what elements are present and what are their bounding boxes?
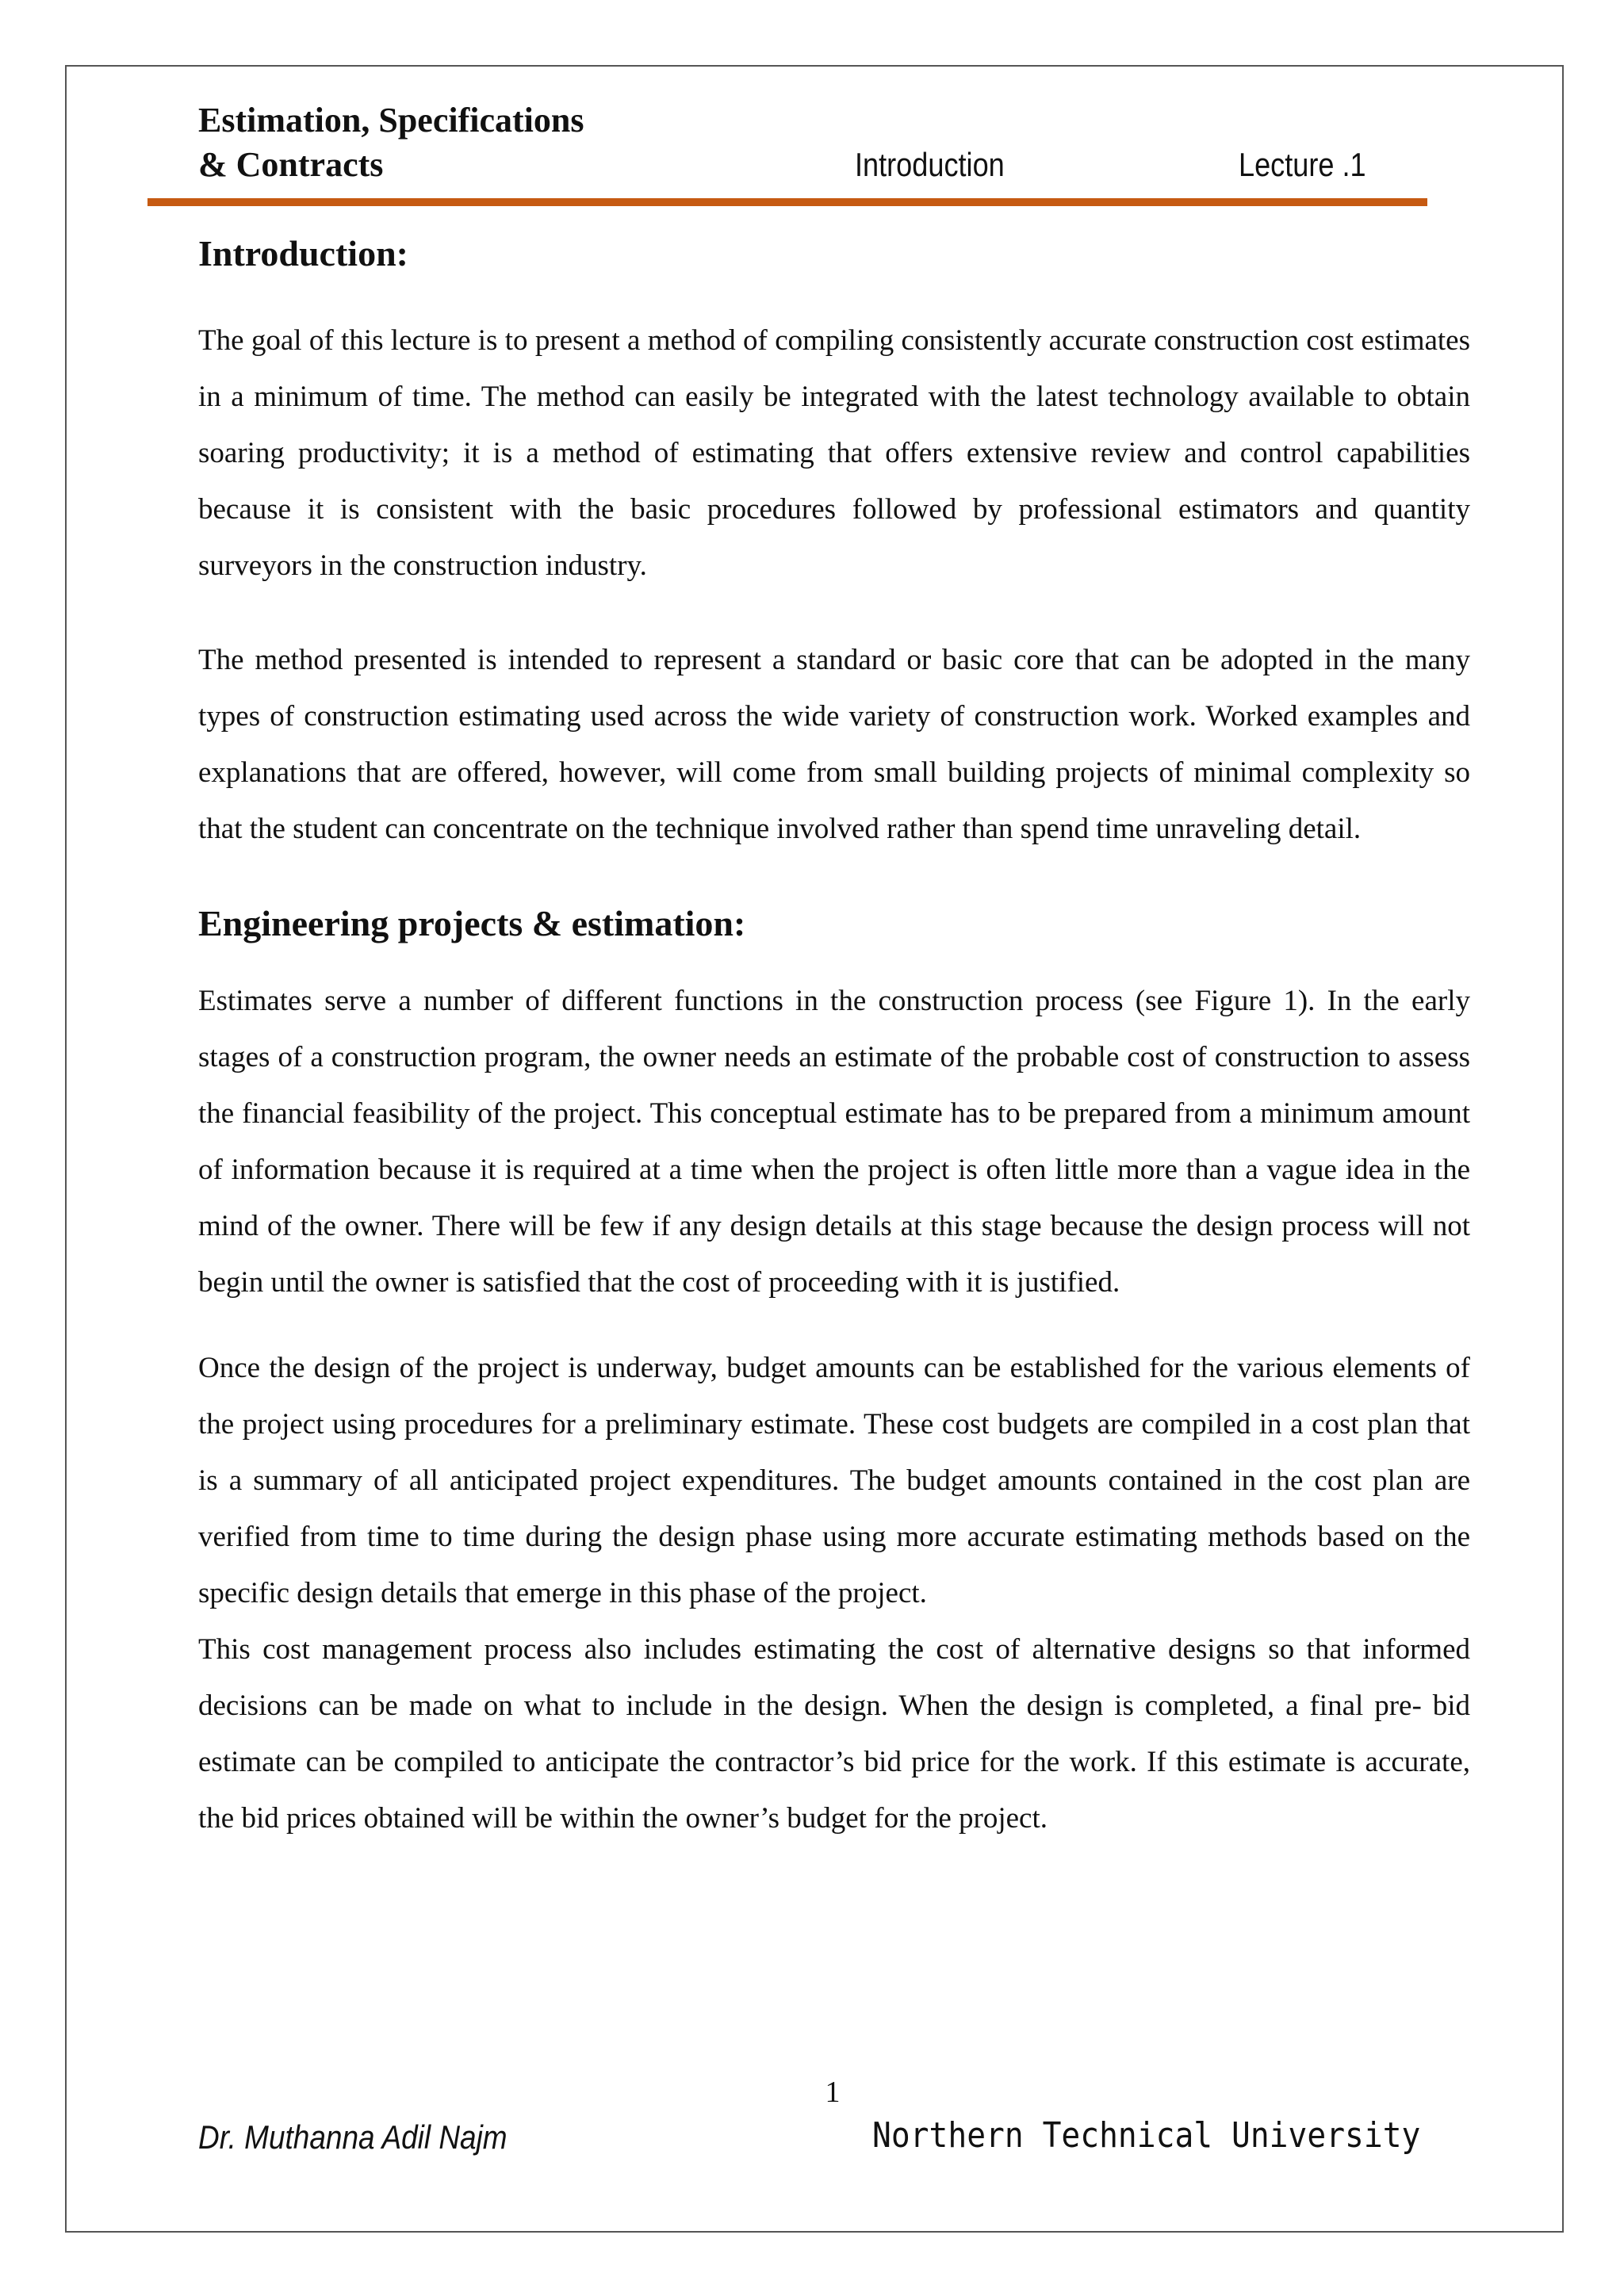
paragraph: The goal of this lecture is to present a method of compiling consistently accurate construction cost estimates in a minimum of time. The method can easily be integrated with the latest technology available to obtain soaring productivity; it is a method of estimating that offers extensive review and control capabilities because it is consistent with the basic procedures followed by professional estimators and quantity surveyors in the construction industry. [198,324,1470,582]
section-heading-introduction: Introduction: [198,233,408,274]
paragraph: The method presented is intended to represent a standard or basic core that can be adopted in the many types of construction estimating used across the wide variety of construction work. Worked examples and explanations that are offered, however, will come from small building projects of minimal complexity so that the student can concentrate on the technique involved rather than spend time unraveling detail. [198,644,1470,845]
paragraph: Once the design of the project is underway, budget amounts can be established for the various elements of the project using procedures for a preliminary estimate. These cost budgets are compiled in a cost plan that is a summary of all anticipated project expenditures. The budget amounts contained in the cost plan are verified from time to time during the design phase using more accurate estimating methods based on the specific design details that emerge in this phase of the project. [198,1352,1470,1609]
course-title-line1: Estimation, Specifications [198,101,584,140]
paragraph: Estimates serve a number of different functions in the construction process (see Figure 1). In the early stages of a construction program, the owner needs an estimate of the probable cost of construction to assess the financial feasibility of the project. This conceptual estimate has to be prepared from a minimum amount of information because it is required at a time when the project is often little more than a vague idea in the mind of the owner. There will be few if any design details at this stage because the design process will not begin until the owner is satisfied that the cost of proceeding with it is justified. [198,985,1470,1299]
header-divider [147,198,1427,206]
header-lecture-number: Lecture .1 [1239,146,1366,183]
document-body [198,224,1470,1846]
course-title-line2: & Contracts [198,145,384,184]
section-heading-engineering-projects: Engineering projects & estimation: [198,903,746,943]
footer-university: Northern Technical University [872,2115,1421,2156]
header-topic: Introduction [855,146,1005,183]
page-number: 1 [825,2076,841,2109]
course-title [198,98,584,187]
footer-author: Dr. Muthanna Adil Najm [198,2118,508,2156]
paragraph: This cost management process also includes estimating the cost of alternative designs so that informed decisions can be made on what to include in the design. When the design is completed, a final pre- bid estimate can be compiled to anticipate the contractor’s bid price for the work. If this estimate is accurate, the bid prices obtained will be within the owner’s budget for the project. [198,1633,1470,1835]
